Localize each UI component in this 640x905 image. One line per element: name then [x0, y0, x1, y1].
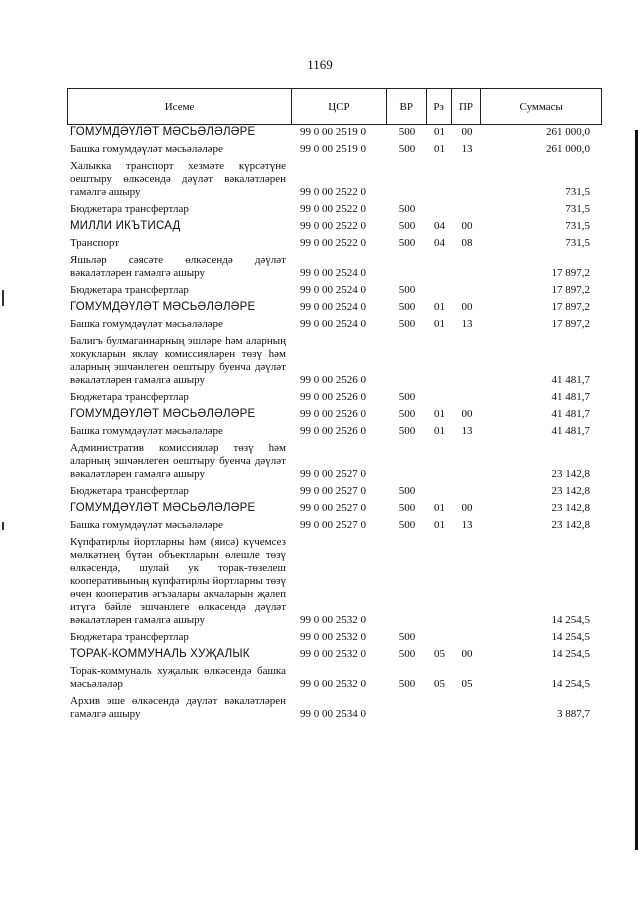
table-row: [67, 237, 602, 250]
table-row: [67, 425, 602, 438]
table-row: [67, 203, 602, 216]
row-pr: 00: [461, 408, 473, 420]
table-header: [67, 88, 602, 125]
row-vr: 500: [398, 284, 416, 296]
row-rz: [427, 442, 452, 481]
row-sum: 17 897,2: [551, 301, 590, 313]
row-vr: 500: [398, 502, 416, 514]
table-row: [67, 391, 602, 404]
row-pr: 13: [461, 143, 473, 155]
row-name: Торак-коммуналь хуҗалык өлкәсендә башка мәсьәләләр: [70, 665, 286, 690]
row-sum: 23 142,8: [551, 468, 590, 480]
scan-mark: [2, 290, 4, 306]
row-rz: [427, 254, 452, 280]
table-row: [67, 502, 602, 515]
row-pr: 00: [461, 301, 473, 313]
row-sum: 731,5: [565, 186, 590, 198]
row-sum: 14 254,5: [551, 648, 590, 660]
row-rz: 04: [434, 220, 445, 232]
row-sum: 41 481,7: [551, 374, 590, 386]
row-vr: 500: [398, 143, 416, 155]
row-pr: 13: [461, 519, 473, 531]
row-pr: [452, 442, 482, 481]
table-row: [67, 695, 602, 721]
row-pr: 00: [461, 220, 473, 232]
row-name: ГОМУМДӘҮЛӘТ МӘСЬӘЛӘЛӘРЕ: [70, 502, 256, 514]
row-csr: 99 0 00 2532 0: [300, 678, 366, 690]
row-name: Бюджетара трансфертлар: [70, 391, 189, 403]
row-pr: [452, 485, 482, 498]
row-csr: 99 0 00 2522 0: [300, 237, 366, 249]
row-vr: 500: [398, 203, 416, 215]
header-csr: ЦСР: [292, 89, 387, 124]
row-name: Бюджетара трансфертлар: [70, 631, 189, 643]
table-row: [67, 648, 602, 661]
budget-table: [67, 126, 602, 725]
table-row: [67, 519, 602, 532]
row-csr: 99 0 00 2519 0: [300, 126, 366, 138]
row-vr: 500: [398, 318, 416, 330]
row-name: ГОМУМДӘҮЛӘТ МӘСЬӘЛӘЛӘРЕ: [70, 408, 256, 420]
table-row: [67, 485, 602, 498]
row-rz: [427, 485, 452, 498]
row-pr: 05: [461, 678, 473, 690]
row-rz: 01: [434, 425, 445, 437]
table-row: [67, 318, 602, 331]
row-rz: 01: [434, 301, 445, 313]
row-pr: 00: [461, 648, 473, 660]
row-name: Яшьләр сәясәте өлкәсендә дәүләт вәкаләтләрен гамәлгә ашыру: [70, 254, 286, 279]
header-sum: Суммасы: [519, 100, 563, 113]
row-csr: 99 0 00 2522 0: [300, 220, 366, 232]
row-vr: 500: [398, 678, 416, 690]
table-row: [67, 335, 602, 387]
row-csr: 99 0 00 2522 0: [300, 203, 366, 215]
row-csr: 99 0 00 2524 0: [300, 318, 366, 330]
table-row: [67, 631, 602, 644]
row-sum: 23 142,8: [551, 519, 590, 531]
row-sum: 17 897,2: [551, 284, 590, 296]
table-row: [67, 301, 602, 314]
header-vr: ВР: [387, 89, 427, 124]
row-pr: [452, 203, 482, 216]
row-vr: [387, 160, 427, 199]
row-vr: [387, 536, 427, 627]
table-row: [67, 442, 602, 481]
row-vr: 500: [398, 631, 416, 643]
row-rz: 04: [434, 237, 445, 249]
row-pr: [452, 160, 482, 199]
row-name: Башка гомумдәүләт мәсьәләләре: [70, 318, 223, 330]
row-vr: [387, 335, 427, 387]
row-csr: 99 0 00 2527 0: [300, 502, 366, 514]
row-name: Башка гомумдәүләт мәсьәләләре: [70, 143, 223, 155]
page-number: 1169: [307, 57, 333, 72]
row-vr: 500: [398, 485, 416, 497]
row-rz: [427, 160, 452, 199]
row-csr: 99 0 00 2532 0: [300, 631, 366, 643]
row-rz: 01: [434, 408, 445, 420]
row-csr: 99 0 00 2526 0: [300, 425, 366, 437]
row-pr: [452, 391, 482, 404]
row-name: Күпфатирлы йортларны һәм (яисә) күчемсез мөлкәтнең бүтән объектларын өлешле төзү өлкәсендә, шулай ук торак-төзелеш кооперативының күпфатирлы йортларны төзү өчен кооператив әгъзалары акчаларын җәлеп итүгә бәйле эшчәнлеге өлкәсендә дәүләт вәкаләтләрен гамәлгә ашыру: [70, 536, 286, 626]
row-sum: 731,5: [565, 220, 590, 232]
row-rz: [427, 203, 452, 216]
row-csr: 99 0 00 2527 0: [300, 519, 366, 531]
row-rz: [427, 284, 452, 297]
row-sum: 17 897,2: [551, 318, 590, 330]
row-name: ГОМУМДӘҮЛӘТ МӘСЬӘЛӘЛӘРЕ: [70, 301, 256, 313]
row-vr: 500: [398, 237, 416, 249]
row-rz: [427, 695, 452, 721]
row-sum: 17 897,2: [551, 267, 590, 279]
row-name: Административ комиссияләр төзү һәм аларның эшчәнлеген оештыру буенча дәүләт вәкаләтләрен гамәлгә ашыру: [70, 442, 286, 480]
row-pr: [452, 284, 482, 297]
row-vr: 500: [398, 220, 416, 232]
row-sum: 41 481,7: [551, 425, 590, 437]
row-name: Бюджетара трансфертлар: [70, 284, 189, 296]
row-vr: 500: [398, 408, 416, 420]
row-vr: 500: [398, 126, 416, 138]
row-csr: 99 0 00 2532 0: [300, 648, 366, 660]
row-sum: 14 254,5: [551, 631, 590, 643]
row-pr: 13: [461, 425, 473, 437]
row-pr: [452, 695, 482, 721]
row-csr: 99 0 00 2522 0: [300, 186, 366, 198]
row-csr: 99 0 00 2519 0: [300, 143, 366, 155]
table-row: [67, 408, 602, 421]
row-name: ТОРАК-КОММУНАЛЬ ХУҖАЛЫК: [70, 648, 250, 660]
row-sum: 731,5: [565, 237, 590, 249]
row-rz: 01: [434, 126, 445, 138]
row-sum: 261 000,0: [546, 143, 590, 155]
row-csr: 99 0 00 2526 0: [300, 391, 366, 403]
row-sum: 41 481,7: [551, 391, 590, 403]
row-rz: [427, 335, 452, 387]
row-vr: 500: [398, 391, 416, 403]
row-rz: 01: [434, 143, 445, 155]
row-vr: [387, 695, 427, 721]
row-name: Халыкка транспорт хезмәте күрсәтүне оештыру өлкәсендә дәүләт вәкаләтләрен гамәлгә ашыру: [70, 160, 286, 198]
row-csr: 99 0 00 2526 0: [300, 374, 366, 386]
row-vr: [387, 442, 427, 481]
row-csr: 99 0 00 2526 0: [300, 408, 366, 420]
scan-mark: [2, 522, 4, 530]
row-pr: 08: [461, 237, 473, 249]
row-pr: 00: [461, 126, 473, 138]
row-sum: 41 481,7: [551, 408, 590, 420]
row-vr: 500: [398, 301, 416, 313]
scan-edge-bar: [635, 130, 638, 850]
row-sum: 731,5: [565, 203, 590, 215]
table-row: [67, 126, 602, 139]
row-vr: 500: [398, 648, 416, 660]
row-rz: 01: [434, 502, 445, 514]
table-row: [67, 254, 602, 280]
row-name: Бюджетара трансфертлар: [70, 203, 189, 215]
row-rz: [427, 631, 452, 644]
row-name: Бюджетара трансфертлар: [70, 485, 189, 497]
row-csr: 99 0 00 2524 0: [300, 301, 366, 313]
header-pr: ПР: [452, 89, 482, 124]
header-rz: Рз: [427, 89, 452, 124]
row-rz: 05: [434, 648, 445, 660]
table-row: [67, 160, 602, 199]
row-sum: 14 254,5: [551, 614, 590, 626]
row-name: Транспорт: [70, 237, 120, 249]
row-pr: [452, 335, 482, 387]
table-row: [67, 220, 602, 233]
header-name: Исеме: [68, 89, 292, 124]
row-sum: 3 887,7: [557, 708, 590, 720]
row-rz: 01: [434, 519, 445, 531]
row-sum: 23 142,8: [551, 485, 590, 497]
row-pr: [452, 631, 482, 644]
table-row: [67, 143, 602, 156]
row-name: Башка гомумдәүләт мәсьәләләре: [70, 425, 223, 437]
row-name: Башка гомумдәүләт мәсьәләләре: [70, 519, 223, 531]
row-csr: 99 0 00 2527 0: [300, 485, 366, 497]
row-rz: 01: [434, 318, 445, 330]
table-row: [67, 284, 602, 297]
row-rz: 05: [434, 678, 445, 690]
row-sum: 14 254,5: [551, 678, 590, 690]
row-csr: 99 0 00 2534 0: [300, 708, 366, 720]
row-sum: 261 000,0: [546, 126, 590, 138]
row-vr: 500: [398, 425, 416, 437]
row-name: МИЛЛИ ИКЪТИСАД: [70, 220, 181, 232]
row-rz: [427, 536, 452, 627]
row-rz: [427, 391, 452, 404]
row-pr: 13: [461, 318, 473, 330]
row-csr: 99 0 00 2527 0: [300, 468, 366, 480]
row-sum: 23 142,8: [551, 502, 590, 514]
row-pr: 00: [461, 502, 473, 514]
row-csr: 99 0 00 2524 0: [300, 284, 366, 296]
row-pr: [452, 254, 482, 280]
row-csr: 99 0 00 2524 0: [300, 267, 366, 279]
table-row: [67, 665, 602, 691]
row-name: ГОМУМДӘҮЛӘТ МӘСЬӘЛӘЛӘРЕ: [70, 126, 256, 138]
row-name: Балигъ булмаганнарның эшләре һәм аларның хокукларын яклау комиссияләрен төзү һәм аларның эшчәнлеген оештыру буенча дәүләт вәкаләтләрен гамәлгә ашыру: [70, 335, 286, 386]
row-pr: [452, 536, 482, 627]
table-row: [67, 536, 602, 627]
row-name: Архив эше өлкәсендә дәүләт вәкаләтләрен гамәлгә ашыру: [70, 695, 286, 720]
row-csr: 99 0 00 2532 0: [300, 614, 366, 626]
row-vr: [387, 254, 427, 280]
row-vr: 500: [398, 519, 416, 531]
